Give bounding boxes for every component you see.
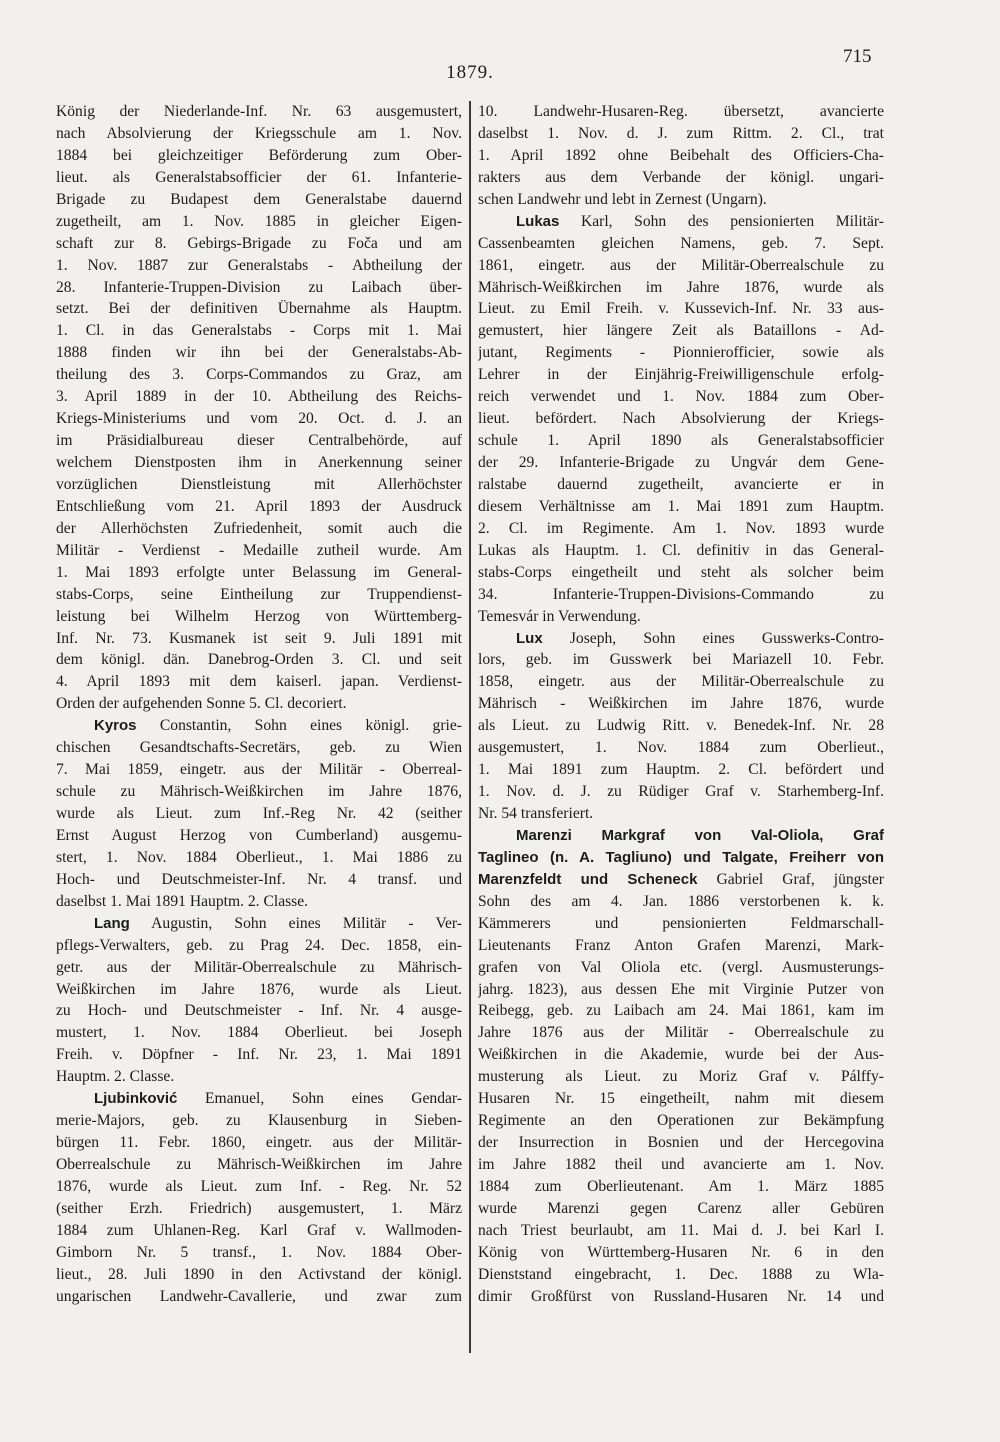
line-text: zugetheilt, am 1. Nov. 1885 in gleicher Eigen- [56, 212, 462, 230]
text-line [56, 1110, 462, 1132]
line-text: der Insurrection in Bosnien und der Hercegovina [478, 1134, 884, 1152]
text-line [56, 649, 462, 671]
page-header-year: 1879. [446, 62, 494, 83]
text-line [478, 715, 884, 737]
text-line [56, 1264, 462, 1286]
line-text: daselbst 1. Nov. d. J. zum Rittm. 2. Cl., trat [478, 124, 884, 142]
line-text: 1884 zum Oberlieutenant. Am 1. März 1885 [478, 1177, 884, 1195]
text-line [56, 386, 462, 408]
line-text: jutant, Regiments - Pionnierofficier, sowie als [478, 344, 884, 362]
text-line [56, 1198, 462, 1220]
text-line [56, 1000, 462, 1022]
text-line [56, 957, 462, 979]
text-line [56, 891, 462, 913]
line-text: 34. Infanterie-Truppen-Divisions-Commando zu [478, 585, 884, 603]
line-text: diesem Verhältnisse am 1. Mai 1891 zum Hauptm. [478, 497, 884, 515]
line-text: chischen Gesandtschafts-Secretärs, geb. zu Wien [56, 739, 462, 757]
text-line [478, 452, 884, 474]
line-text: Oberrealschule zu Mährisch-Weißkirchen im Jahre [56, 1156, 462, 1173]
text-line [56, 101, 462, 123]
line-text: Nr. 54 transferiert. [478, 805, 594, 822]
line-text: nach Absolvierung der Kriegsschule am 1. Nov. [56, 124, 462, 142]
line-text: lieut. befördert. Nach Absolvierung der Kriegs- [478, 410, 884, 428]
text-line [56, 869, 462, 891]
text-line [56, 167, 462, 189]
line-text: 1884 bei gleichzeitiger Beförderung zum Ober- [56, 146, 462, 164]
line-text: Freih. v. Döpfner - Inf. Nr. 23, 1. Mai 1891 [56, 1046, 462, 1064]
text-line [56, 189, 462, 211]
line-text: 3. April 1889 in der 10. Abtheilung des Reichs- [56, 388, 462, 406]
text-line [56, 671, 462, 693]
line-text: lieut. als Generalstabsofficier der 61. Infanterie- [56, 168, 462, 186]
text-line [478, 606, 884, 628]
text-line [56, 145, 462, 167]
line-text: 1884 zum Uhlanen-Reg. Karl Graf v. Wallmoden- [56, 1221, 462, 1239]
line-text: Weißkirchen im Jahre 1876, wurde als Lieut. [56, 980, 462, 998]
text-line [56, 540, 462, 562]
line-text: Dienststand eingebracht, 1. Dec. 1888 zu Wla- [478, 1265, 884, 1283]
text-line [56, 693, 462, 715]
text-line [478, 167, 884, 189]
line-text: Cassenbeamten gleichen Namens, geb. 7. Sept. [478, 234, 884, 252]
line-text: leistung bei Wilhelm Herzog von Württemberg- [56, 607, 462, 625]
text-line [478, 1220, 884, 1242]
line-text: Brigade zu Budapest dem Generalstabe dauernd [56, 190, 462, 208]
right-text-column [478, 101, 884, 1308]
line-text: Entschließung vom 21. April 1893 der Ausdruck [56, 497, 462, 515]
line-text: Lieut. zu Emil Freih. v. Kussevich-Inf. Nr. 33 aus- [478, 300, 884, 318]
text-line [478, 320, 884, 342]
text-line [56, 1022, 462, 1044]
text-line [56, 935, 462, 957]
line-text: Karl, Sohn des pensionierten Militär- [559, 212, 884, 230]
line-text: grafen von Val Oliola etc. (vergl. Ausmusterungs- [478, 958, 884, 976]
line-text: zu Hoch- und Deutschmeister - Inf. Nr. 4 ausge- [56, 1002, 462, 1020]
line-text: Gabriel Graf, jüngster [697, 870, 884, 888]
text-line [478, 803, 884, 825]
text-line [56, 1242, 462, 1264]
line-text: 1876, wurde als Lieut. zum Inf. - Reg. Nr. 52 [56, 1177, 462, 1195]
entry-name-heading: Lang [94, 914, 130, 932]
text-line [56, 1066, 462, 1088]
text-line [56, 628, 462, 650]
text-line [478, 408, 884, 430]
text-line [478, 145, 884, 167]
text-line [478, 1066, 884, 1088]
text-line [478, 1176, 884, 1198]
line-text: König von Württemberg-Husaren Nr. 6 in den [478, 1243, 884, 1261]
text-line [478, 1110, 884, 1132]
text-line [478, 430, 884, 452]
text-line [56, 1176, 462, 1198]
line-text: gemustert, hier längere Zeit als Bataillons - Ad- [478, 322, 884, 340]
text-line [56, 430, 462, 452]
text-line [478, 649, 884, 671]
line-text: Hauptm. 2. Classe. [56, 1068, 175, 1086]
text-line [478, 298, 884, 320]
text-line [478, 364, 884, 386]
entry-name-heading: Lukas [516, 212, 560, 230]
line-text: 1858, eingetr. aus der Militär-Oberrealschule zu [478, 673, 884, 691]
text-line [56, 737, 462, 759]
text-line [478, 496, 884, 518]
text-line [478, 101, 884, 123]
text-line [56, 298, 462, 320]
text-line [478, 671, 884, 693]
line-text: Joseph, Sohn eines Gusswerks-Contro- [542, 629, 884, 647]
line-text: bürgen 11. Febr. 1860, eingetr. aus der Militär- [56, 1134, 462, 1152]
line-text: stert, 1. Nov. 1884 Oberlieut., 1. Mai 1886 zu [56, 848, 462, 866]
line-text: Augustin, Sohn eines Militär - Ver- [129, 914, 462, 932]
text-line [56, 1220, 462, 1242]
line-text: mustert, 1. Nov. 1884 Oberlieut. bei Joseph [56, 1024, 462, 1042]
line-text: 1. Nov. d. J. zu Rüdiger Graf v. Starhemberg-Inf. [478, 783, 884, 801]
line-text: reich verwendet und 1. Nov. 1884 zum Ober- [478, 388, 884, 406]
line-text: 1861, eingetr. aus der Militär-Oberrealschule zu [478, 256, 884, 274]
text-line [478, 386, 884, 408]
entry-name-heading: Marenzfeldt und Scheneck [478, 870, 698, 888]
text-line [56, 452, 462, 474]
text-line [478, 474, 884, 496]
text-line [478, 1088, 884, 1110]
line-text: dem königl. dän. Danebrog-Orden 3. Cl. und seit [56, 651, 462, 669]
line-text: als Lieut. zu Ludwig Ritt. v. Benedek-Inf. Nr. 28 [478, 717, 884, 735]
line-text: im Präsidialbureau dieser Centralbehörde, auf [56, 432, 462, 450]
line-text: Ernst August Herzog von Cumberland) ausgemu- [56, 826, 462, 844]
text-line [56, 562, 462, 584]
entry-name-heading: Lux [516, 629, 543, 647]
text-line [478, 1264, 884, 1286]
line-text: vorzüglichen Dienstleistung mit Allerhöchster [56, 475, 462, 493]
left-text-column [56, 101, 462, 1308]
line-text: schaft zur 8. Gebirgs-Brigade zu Foča und am [56, 234, 462, 252]
line-text: Lieutenants Franz Anton Grafen Marenzi, Mark- [478, 936, 884, 954]
text-line [56, 342, 462, 364]
line-text: Sohn des am 4. Jan. 1886 verstorbenen k. k. [478, 892, 884, 910]
line-text: stabs-Corps eingetheilt und steht als solcher beim [478, 563, 884, 581]
line-text: 7. Mai 1859, eingetr. aus der Militär - Oberreal- [56, 761, 462, 779]
text-line [56, 1132, 462, 1154]
line-text: 1. Nov. 1887 zur Generalstabs - Abtheilung der [56, 256, 462, 274]
line-text: Orden der aufgehenden Sonne 5. Cl. decoriert. [56, 695, 347, 713]
line-text: daselbst 1. Mai 1891 Hauptm. 2. Classe. [56, 892, 309, 910]
entry-name-heading: Taglineo (n. A. Tagliuno) und Talgate, Freiherr von [478, 848, 884, 866]
line-text: Militär - Verdienst - Medaille zutheil wurde. Am [56, 541, 462, 559]
line-text: ungarischen Landwehr-Cavallerie, und zwar zum [56, 1287, 462, 1305]
line-text: dimir Großfürst von Russland-Husaren Nr. 14 und [478, 1287, 884, 1305]
text-line [56, 255, 462, 277]
text-line [56, 364, 462, 386]
text-line [478, 847, 884, 869]
text-line [478, 562, 884, 584]
text-line [478, 211, 884, 233]
text-line [478, 869, 884, 891]
text-line [56, 277, 462, 299]
text-line [478, 255, 884, 277]
line-text: Constantin, Sohn eines königl. grie- [136, 717, 462, 735]
line-text: Temesvár in Verwendung. [478, 607, 641, 625]
text-line [56, 233, 462, 255]
line-text: 4. April 1893 mit dem kaiserl. japan. Verdienst- [56, 673, 462, 691]
text-line [478, 957, 884, 979]
line-text: stabs-Corps, seine Eintheilung zur Truppendienst- [56, 585, 462, 603]
text-line [478, 123, 884, 145]
line-text: Lukas als Hauptm. 1. Cl. definitiv in das General- [478, 541, 884, 559]
text-line [478, 693, 884, 715]
line-text: welchem Dienstposten ihm in Anerkennung seiner [56, 454, 462, 471]
line-text: theilung des 3. Corps-Commandos zu Graz, am [56, 366, 462, 384]
line-text: Kriegs-Ministeriums und vom 20. Oct. d. J. an [56, 410, 462, 428]
text-line [478, 628, 884, 650]
line-text: 1. Mai 1893 erfolgte unter Belassung im General- [56, 563, 462, 581]
text-line [478, 759, 884, 781]
text-line [478, 1242, 884, 1264]
line-text: rakters aus dem Verbande der königl. ungari- [478, 168, 884, 186]
text-line [478, 233, 884, 255]
line-text: nach Triest beurlaubt, am 11. Mai d. J. bei Karl I. [478, 1221, 884, 1239]
text-line [478, 1044, 884, 1066]
line-text: Jahre 1876 aus der Militär - Oberrealschule zu [478, 1024, 884, 1042]
text-line [478, 518, 884, 540]
line-text: 1888 finden wir ihn bei der Generalstabs-Ab- [56, 344, 462, 362]
text-line [478, 891, 884, 913]
line-text: Weißkirchen in die Akademie, wurde bei der Aus- [478, 1046, 884, 1064]
line-text: lors, geb. im Gusswerk bei Mariazell 10. Febr. [478, 651, 884, 669]
text-line [478, 825, 884, 847]
text-line [478, 277, 884, 299]
text-line [478, 913, 884, 935]
text-line [478, 1022, 884, 1044]
line-text: Mährisch - Weißkirchen im Jahre 1876, wurde [478, 695, 884, 713]
line-text: im Jahre 1882 theil und avancierte am 1. Nov. [478, 1156, 884, 1173]
line-text: Husaren Nr. 15 eingetheilt, nahm mit diesem [478, 1090, 884, 1108]
line-text: Gimborn Nr. 5 transf., 1. Nov. 1884 Ober- [56, 1243, 462, 1261]
text-line [478, 1198, 884, 1220]
line-text: ralstabe dauernd zugetheilt, avancierte er in [478, 475, 884, 493]
text-line [56, 408, 462, 430]
text-line [56, 1044, 462, 1066]
line-text: schule 1. April 1890 als Generalstabsofficier [478, 432, 884, 450]
line-text: König der Niederlande-Inf. Nr. 63 ausgemustert, [56, 103, 462, 120]
text-line [478, 1286, 884, 1308]
text-line [478, 781, 884, 803]
text-line [56, 474, 462, 496]
line-text: 10. Landwehr-Husaren-Reg. übersetzt, avancierte [478, 103, 884, 120]
line-text: 2. Cl. im Regimente. Am 1. Nov. 1893 wurde [478, 519, 884, 537]
text-line [56, 518, 462, 540]
line-text: Regimente an den Operationen zur Bekämpfung [478, 1112, 884, 1130]
line-text: wurde Marenzi gegen Carenz aller Gebüren [478, 1199, 884, 1217]
line-text: Hoch- und Deutschmeister-Inf. Nr. 4 transf. und [56, 870, 462, 888]
text-line [478, 189, 884, 211]
text-line [478, 1000, 884, 1022]
text-line [478, 1132, 884, 1154]
line-text: Emanuel, Sohn eines Gendar- [177, 1090, 462, 1108]
line-text: Mährisch-Weißkirchen im Jahre 1876, wurde als [478, 278, 884, 296]
text-line [478, 342, 884, 364]
text-line [56, 606, 462, 628]
text-line [56, 1154, 462, 1176]
text-line [56, 825, 462, 847]
text-line [478, 737, 884, 759]
text-line [56, 715, 462, 737]
line-text: setzt. Bei der definitiven Übernahme als Hauptm. [56, 300, 462, 318]
text-line [478, 1154, 884, 1176]
text-line [478, 935, 884, 957]
text-line [478, 540, 884, 562]
text-line [56, 847, 462, 869]
line-text: getr. aus der Militär-Oberrealschule zu Mährisch- [56, 958, 462, 976]
line-text: 1. Mai 1891 zum Hauptm. 2. Cl. befördert und [478, 761, 884, 779]
line-text: 28. Infanterie-Truppen-Division zu Laibach über- [56, 278, 462, 296]
text-line [56, 913, 462, 935]
entry-name-heading: Marenzi Markgraf von Val-Oliola, Graf [516, 826, 884, 844]
text-line [478, 979, 884, 1001]
text-line [56, 211, 462, 233]
line-text: schule zu Mährisch-Weißkirchen im Jahre 1876, [56, 783, 462, 801]
line-text: ausgemustert, 1. Nov. 1884 zum Oberlieut., [478, 739, 884, 757]
text-line [56, 781, 462, 803]
line-text: lieut., 28. Juli 1890 in den Activstand der königl. [56, 1265, 462, 1283]
line-text: Lehrer in der Einjährig-Freiwilligenschule erfolg- [478, 366, 884, 384]
line-text: Reibegg, geb. zu Laibach am 24. Mai 1861, kam im [478, 1002, 884, 1020]
column-divider [469, 101, 471, 1353]
text-line [56, 1286, 462, 1308]
line-text: 1. Cl. in das Generalstabs - Corps mit 1. Mai [56, 322, 462, 340]
line-text: pflegs-Verwalters, geb. zu Prag 24. Dec. 1858, ein- [56, 936, 462, 954]
entry-name-heading: Kyros [94, 717, 137, 735]
page-number: 715 [843, 46, 872, 67]
line-text: Inf. Nr. 73. Kusmanek ist seit 9. Juli 1891 mit [56, 629, 462, 647]
text-line [478, 584, 884, 606]
line-text: musterung als Lieut. zu Moriz Graf v. Pálffy- [478, 1068, 884, 1086]
line-text: merie-Majors, geb. zu Klausenburg in Sieben- [56, 1112, 462, 1130]
entry-name-heading: Ljubinković [94, 1090, 178, 1108]
text-line [56, 803, 462, 825]
text-line [56, 496, 462, 518]
text-line [56, 759, 462, 781]
line-text: jahrg. 1823), aus dessen Ehe mit Virginie Putzer von [478, 980, 884, 998]
line-text: der Allerhöchsten Zufriedenheit, somit auch die [56, 519, 462, 537]
line-text: schen Landwehr und lebt in Zernest (Ungarn). [478, 190, 767, 208]
text-line [56, 979, 462, 1001]
text-line [56, 320, 462, 342]
text-line [56, 123, 462, 145]
line-text: wurde als Lieut. zum Inf.-Reg Nr. 42 (seither [56, 805, 462, 822]
line-text: der 29. Infanterie-Brigade zu Ungvár dem Gene- [478, 454, 884, 471]
text-line [56, 584, 462, 606]
line-text: Kämmerers und pensionierten Feldmarschall- [478, 914, 884, 932]
line-text: 1. April 1892 ohne Beibehalt des Officiers-Cha- [478, 146, 884, 164]
line-text: (seither Erzh. Friedrich) ausgemustert, 1. März [56, 1199, 462, 1217]
text-line [56, 1088, 462, 1110]
